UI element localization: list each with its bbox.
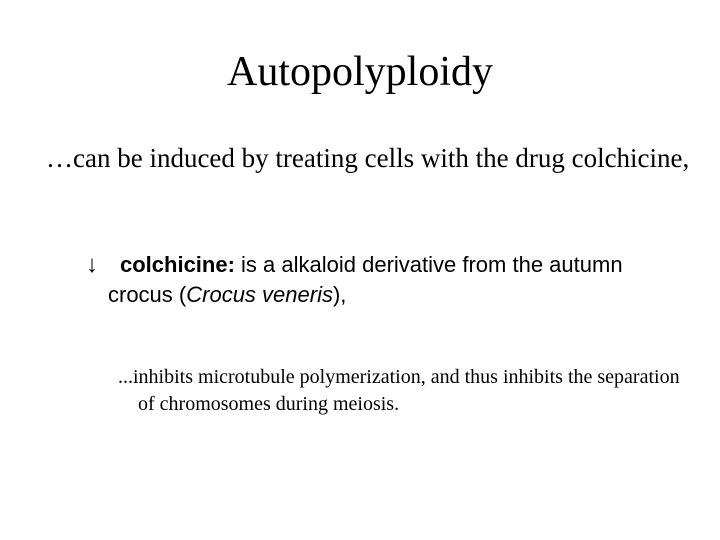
bullet-point-colchicine — [86, 250, 688, 310]
colchicine-description-end: ), — [332, 282, 347, 307]
slide-title: Autopolyploidy — [226, 49, 493, 95]
bullet-point-mechanism: ...inhibits microtubule polymerization, and thus inhibits the separation of chromosomes during meiosis. — [118, 366, 680, 415]
down-arrow-icon: ↓ — [86, 252, 98, 278]
species-name: Crocus veneris — [186, 282, 333, 307]
colchicine-description: is a alkaloid derivative from the autumn crocus ( — [108, 252, 623, 307]
bullet-point-induction: …can be induced by treating cells with the drug colchicine, — [46, 143, 690, 173]
term-colchicine: colchicine: — [120, 252, 235, 277]
